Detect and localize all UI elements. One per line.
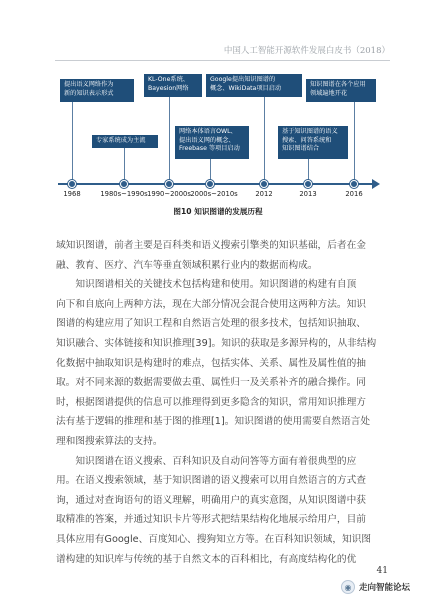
page-number: 41 (376, 566, 388, 576)
timeline-dot (165, 180, 173, 188)
timeline-dot (206, 180, 214, 188)
body-line: 取。对不同来源的数据需要做去重、属性归一及关系补齐的融合操作。同 (56, 377, 366, 389)
timeline-year: 2012 (255, 190, 273, 198)
timeline-dot (120, 180, 128, 188)
timeline-box-1990s: KL-One系统、 Bayesion网络 (144, 74, 202, 97)
wechat-icon: ◉ (341, 580, 355, 594)
connector-line (169, 97, 170, 180)
timeline-box-2000s: 网络本体语言OWL、 提出语义网的概念、 Freebase 等项目启动 (175, 126, 249, 159)
connector-line (210, 159, 211, 180)
connector-line (354, 102, 355, 180)
body-line: 用。在语义搜索领域，基于知识图谱的语义搜索可以用自然语言的方式查 (56, 475, 366, 487)
timeline-arrow-icon (372, 179, 380, 189)
body-line: 融、教育、医疗、汽车等垂直领域积累行业内的数据而构成。 (56, 259, 318, 271)
timeline-year: 2000s~2010s (190, 190, 238, 198)
timeline-box-1980s: 专家系统成为主流 (92, 135, 158, 148)
source-badge (341, 580, 410, 594)
body-line: 询，通过对查询语句的语义理解，明确用户的真实意图，从知识图谱中获 (56, 494, 366, 506)
body-line: 知识图谱相关的关键技术包括构建和使用。知识图谱的构建有自顶 (56, 279, 357, 291)
header-rule (55, 60, 390, 61)
timeline-year: 1990~2000s (147, 190, 191, 198)
timeline-dot (350, 180, 358, 188)
timeline-dot (260, 180, 268, 188)
timeline-figure (58, 66, 378, 228)
body-line: 法有基于逻辑的推理和基于图的推理[1]。知识图谱的使用需要自然语言处 (56, 416, 371, 428)
timeline-year: 2016 (345, 190, 363, 198)
body-line: 理和图搜索算法的支持。 (56, 435, 163, 447)
timeline-axis (58, 183, 378, 185)
body-line: 具体应用有Google、百度知心、搜狗知立方等。在百科知识领域，知识图 (56, 533, 372, 545)
body-line: 知识融合、实体链接和知识推理[39]。知识的获取是多源异构的，从非结构 (56, 337, 376, 349)
timeline-year: 1980s~1990s (100, 190, 148, 198)
figure-caption: 图10 知识图谱的发展历程 (173, 207, 263, 216)
timeline-box-2013: 基于知识图谱的语义 搜索、问答系统和 知识图谱结合 (278, 126, 348, 159)
timeline-box-1968: 提出语义网络作为 新的知识表示形式 (60, 79, 134, 102)
body-line: 取精准的答案，并通过知识卡片等形式把结果结构化地展示给用户，目前 (56, 514, 366, 526)
running-header: 中国人工智能开源软件发展白皮书（2018） (223, 46, 390, 56)
timeline-dot (304, 180, 312, 188)
body-line: 图谱的构建应用了知识工程和自然语言处理的很多技术，包括知识抽取、 (56, 318, 366, 330)
timeline-box-2012: Google提出知识图谱的 概念、WikiData项目启动 (206, 74, 302, 97)
timeline-dot (68, 180, 76, 188)
timeline-box-2016: 知识图谱在各个应用 领域遍地开花 (306, 79, 376, 102)
connector-line (124, 148, 125, 180)
body-text (56, 236, 376, 569)
body-line: 向下和自底向上两种方法，现在大部分情况会混合使用这两种方法。知识 (56, 298, 366, 310)
connector-line (264, 97, 265, 180)
body-line: 谱构建的知识库与传统的基于自然文本的百科相比，有高度结构化的优 (56, 553, 357, 565)
badge-label: 走向智能论坛 (358, 583, 410, 593)
body-line: 域知识图谱，前者主要是百科类和语义搜索引擎类的知识基础，后者在金 (56, 240, 366, 251)
connector-line (72, 102, 73, 180)
timeline-year: 1968 (63, 190, 81, 198)
connector-line (308, 159, 309, 180)
timeline-year: 2013 (299, 190, 317, 198)
body-line: 化数据中抽取知识是构建时的难点，包括实体、关系、属性及属性值的抽 (56, 357, 366, 369)
body-line: 知识图谱在语义搜索、百科知识及自动问答等方面有着很典型的应 (56, 455, 357, 467)
body-line: 时，根据图谱提供的信息可以推理得到更多隐含的知识，常用知识推理方 (56, 396, 366, 408)
